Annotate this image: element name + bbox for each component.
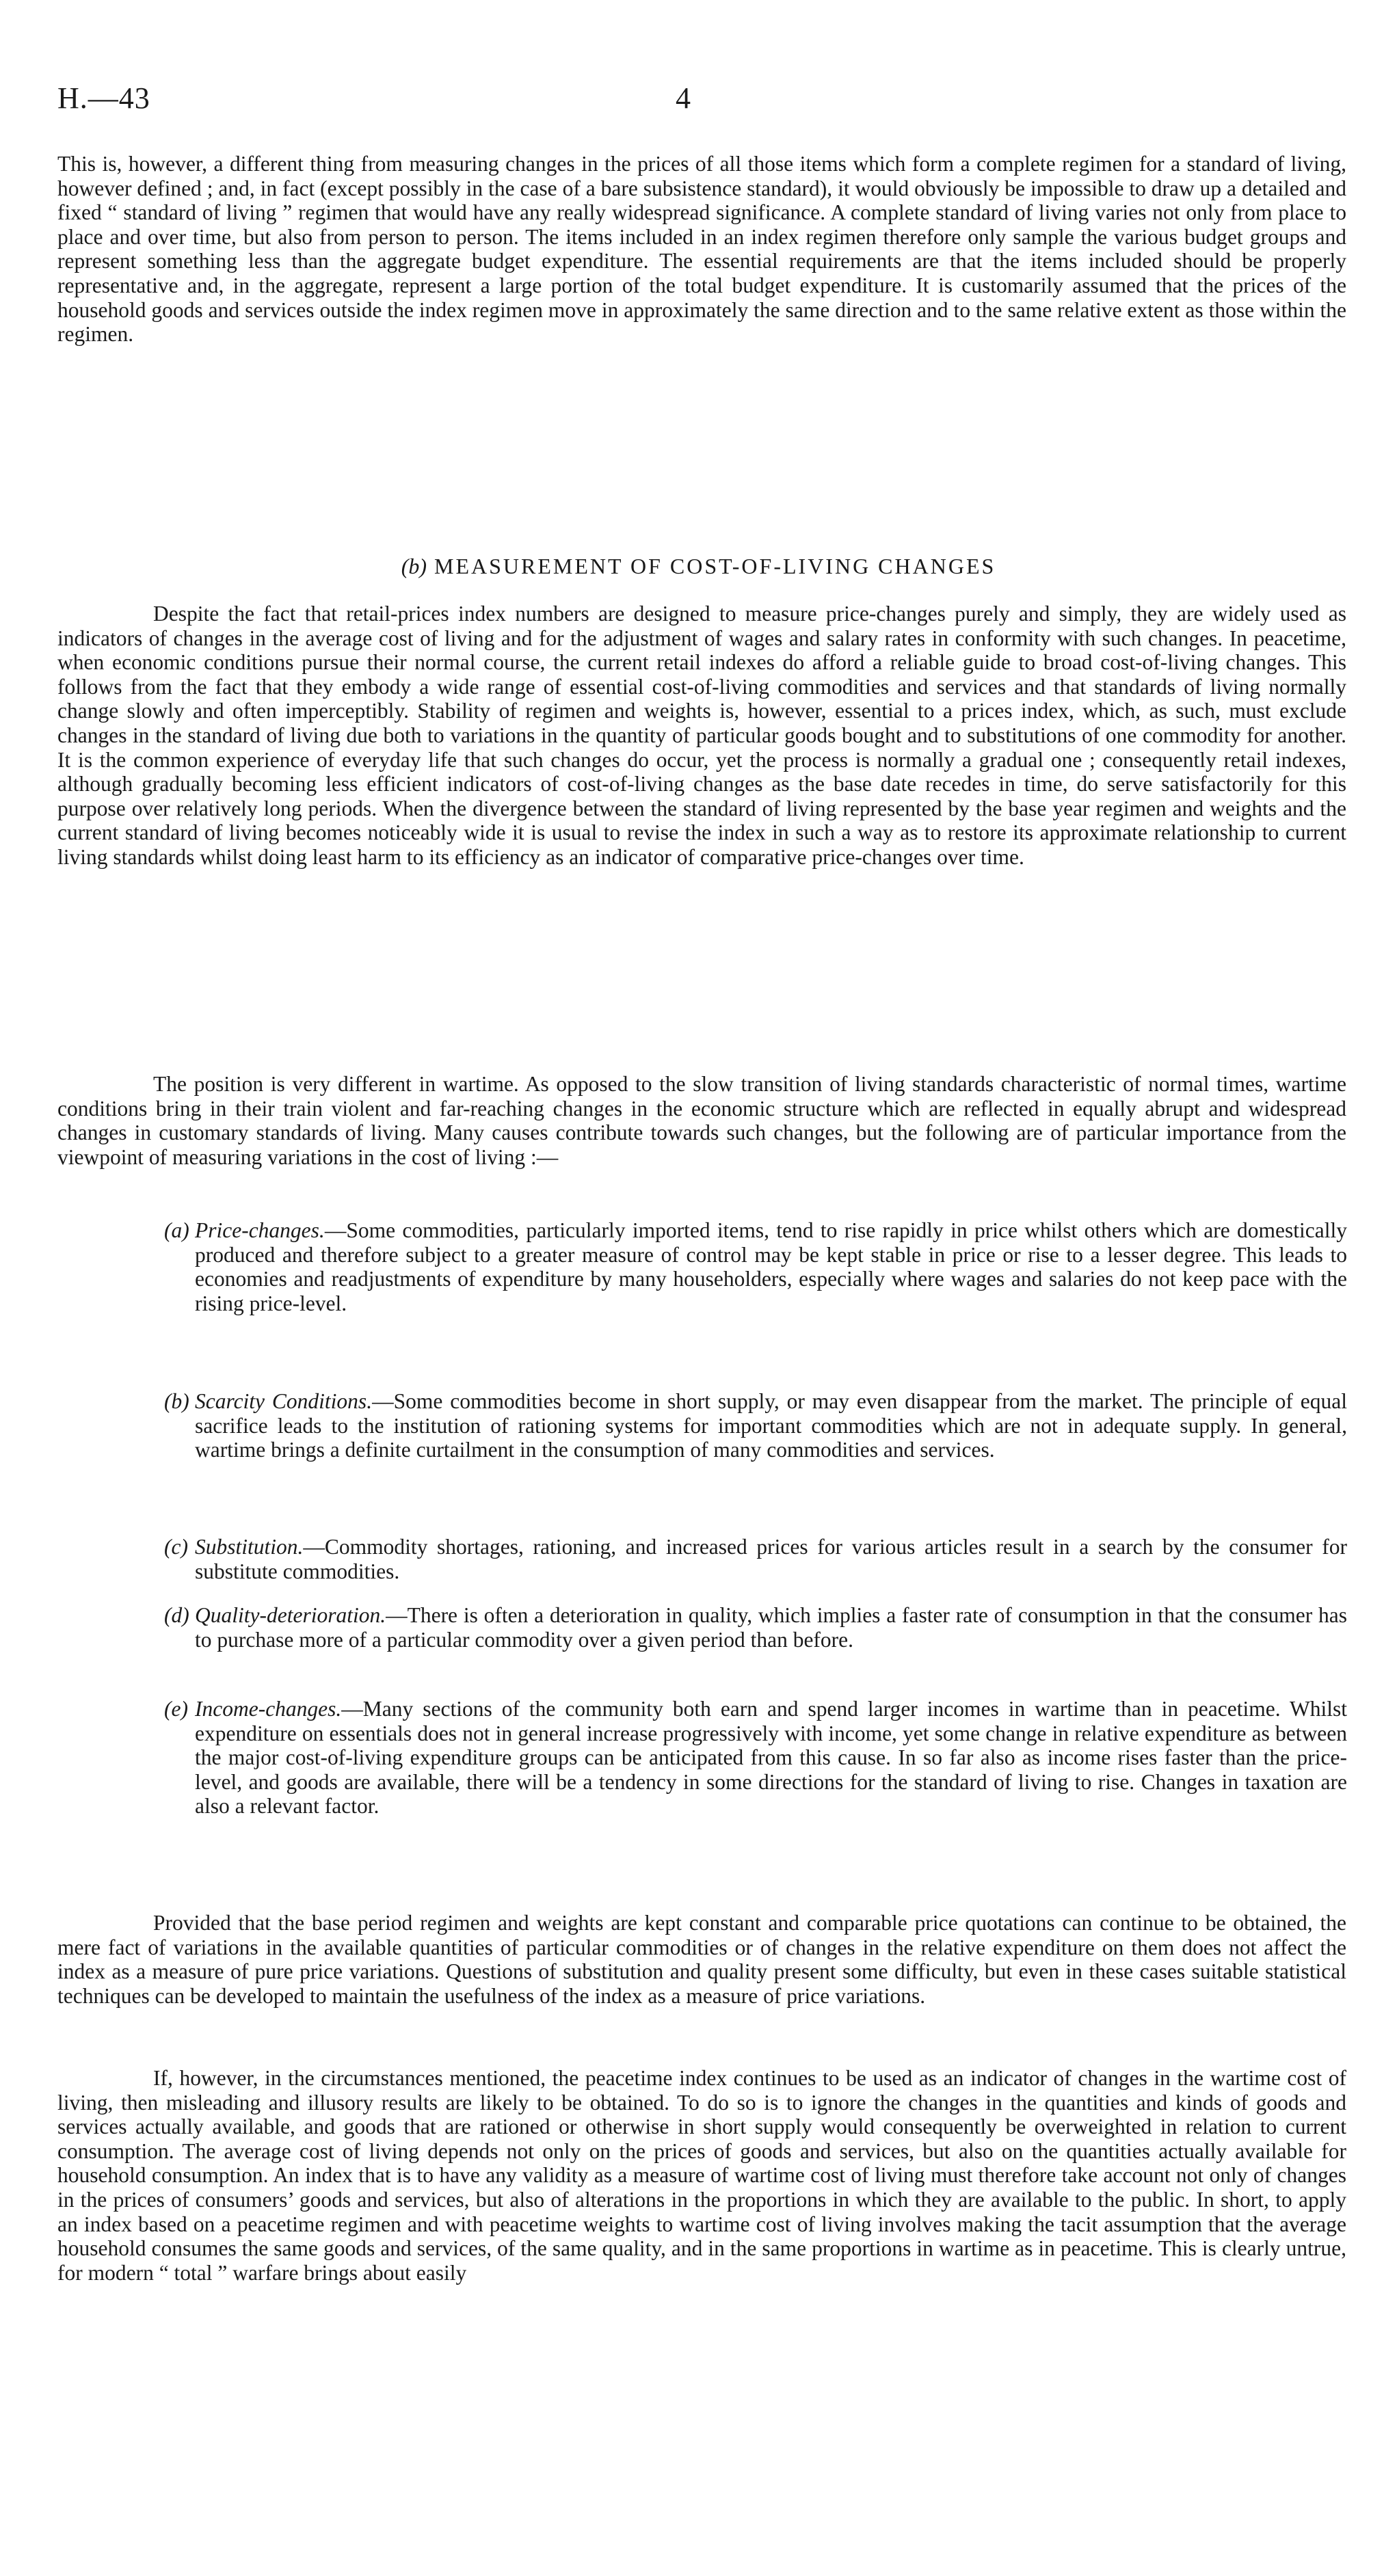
list-item-text: —There is often a deterioration in quality, which implies a faster rate of consumption in that the consumer has to purchase more of a particular commodity over a given period than before.	[195, 1603, 1347, 1652]
paragraph-intro: This is, however, a different thing from measuring changes in the prices of all those items which form a complete regimen for a standard of living, however defined ; and, in fact (except possibly in the case of a bare subsistence standard), it would obviously be impossible to draw up a detailed and fixed “ standard of living ” regimen that would have any really widespread significance. A complete standard of living varies not only from place to place and over time, but also from person to person. The items included in an index regimen therefore only sample the various budget groups and represent something less than the aggregate budget expenditure. The essential requirements are that the items included should be properly representative and, in the aggregate, represent a large portion of the total budget expenditure. It is customarily assumed that the prices of the household goods and services outside the index regimen move in approximately the same direction and to the same relative extent as those within the regimen.	[57, 152, 1346, 347]
list-item-text: —Many sections of the community both earn and spend larger incomes in wartime than in peacetime. Whilst expenditure on essentials does not in general increase progressively with income, yet some change in relative expenditure as between the major cost-of-living expenditure groups can be anticipated from this cause. In so far also as income rises faster than the price-level, and goods are available, there will be a tendency in some directions for the standard of living to rise. Changes in taxation are also a relevant factor.	[195, 1697, 1347, 1819]
paragraph-provided: Provided that the base period regimen and weights are kept constant and comparable price quotations can continue to be obtained, the mere fact of variations in the available quantities of particular commodities or of changes in the relative expenditure on them does not affect the index as a measure of pure price variations. Questions of substitution and quality present some difficulty, but even in these cases suitable statistical techniques can be developed to maintain the usefulness of the index as a measure of price variations.	[57, 1911, 1346, 2008]
page-number: 4	[676, 81, 691, 115]
paragraph-despite: Despite the fact that retail-prices index numbers are designed to measure price-changes purely and simply, they are widely used as indicators of changes in the average cost of living and for the adjustment of wages and salary rates in conformity with such changes. In peacetime, when economic conditions pursue their normal course, the current retail indexes do afford a reliable guide to broad cost-of-living changes. This follows from the fact that they embody a wide range of essential cost-of-living commodities and services and that standards of living normally change slowly and often imperceptibly. Stability of regimen and weights is, however, essential to a prices index, which, as such, must exclude changes in the standard of living due both to variations in the quantity of particular goods bought and to substitutions of one commodity for another. It is the common experience of everyday life that such changes do occur, yet the process is normally a gradual one ; consequently retail indexes, although gradually becoming less efficient indicators of cost-of-living changes as the base date recedes in time, do serve satisfactorily for this purpose over relatively long periods. When the divergence between the standard of living represented by the base year regimen and weights and the current standard of living becomes noticeably wide it is usual to revise the index in such a way as to restore its approximate relationship to current living standards whilst doing least harm to its efficiency as an indicator of comparative price-changes over time.	[57, 602, 1346, 869]
list-item-term: Scarcity Conditions.	[195, 1389, 373, 1413]
list-item-text: —Some commodities, particularly imported items, tend to rise rapidly in price whilst others which are domestically produced and therefore subject to a greater measure of control may be kept stable in price or rise to a lesser degree. This leads to economies and readjustments of expenditure by many householders, especially where wages and salaries do not keep pace with the rising price-level.	[195, 1218, 1347, 1315]
section-letter: (b)	[401, 554, 427, 578]
section-title: MEASUREMENT OF COST-OF-LIVING CHANGES	[434, 554, 996, 578]
list-item-label: (a)	[164, 1218, 189, 1242]
paragraph-if: If, however, in the circumstances mentioned, the peacetime index continues to be used as an indicator of changes in the wartime cost of living, then misleading and illusory results are likely to be obtained. To do so is to ignore the changes in the quantities and kinds of goods and services actually available, and goods that are rationed or otherwise in short supply would consequently be overweighted in relation to current consumption. The average cost of living depends not only on the prices of goods and services, but also on the quantities actually available for household consumption. An index that is to have any validity as a measure of wartime cost of living must therefore take account not only of changes in the prices of consumers’ goods and services, but also of alterations in the proportions in which they are available to the public. In short, to apply an index based on a peacetime regimen and with peacetime weights to wartime cost of living involves making the tacit assumption that the average household consumes the same goods and services, of the same quality, and in the same proportions in wartime as in peacetime. This is clearly untrue, for modern “ total ” warfare brings about easily	[57, 2066, 1346, 2285]
list-item-label: (b)	[164, 1389, 189, 1413]
list-item	[164, 1603, 1347, 1652]
section-heading	[0, 554, 1397, 579]
list-item	[164, 1697, 1347, 1819]
list-item-text: —Commodity shortages, rationing, and increased prices for various articles result in a search by the consumer for substitute commodities.	[195, 1535, 1347, 1583]
list-item-label: (d)	[164, 1603, 189, 1627]
list-item-label: (c)	[164, 1535, 188, 1559]
list-item-term: Quality-deterioration.	[195, 1603, 386, 1627]
document-reference: H.—43	[57, 81, 150, 115]
list-item-term: Substitution.	[195, 1535, 304, 1559]
list-item	[164, 1218, 1347, 1315]
list-item-term: Price-changes.	[195, 1218, 325, 1242]
list-item	[164, 1389, 1347, 1462]
list-item-term: Income-changes.	[195, 1697, 342, 1721]
paragraph-position: The position is very different in wartime. As opposed to the slow transition of living standards characteristic of normal times, wartime conditions bring in their train violent and far-reaching changes in the economic structure which are reflected in equally abrupt and widespread changes in customary standards of living. Many causes contribute towards such changes, but the following are of particular importance from the viewpoint of measuring variations in the cost of living :—	[57, 1072, 1346, 1169]
list-item	[164, 1535, 1347, 1583]
list-item-label: (e)	[164, 1697, 188, 1721]
list-item-text: —Some commodities become in short supply, or may even disappear from the market. The principle of equal sacrifice leads to the institution of rationing systems for important commodities which are not in adequate supply. In general, wartime brings a definite curtailment in the consumption of many commodities and services.	[195, 1389, 1347, 1462]
